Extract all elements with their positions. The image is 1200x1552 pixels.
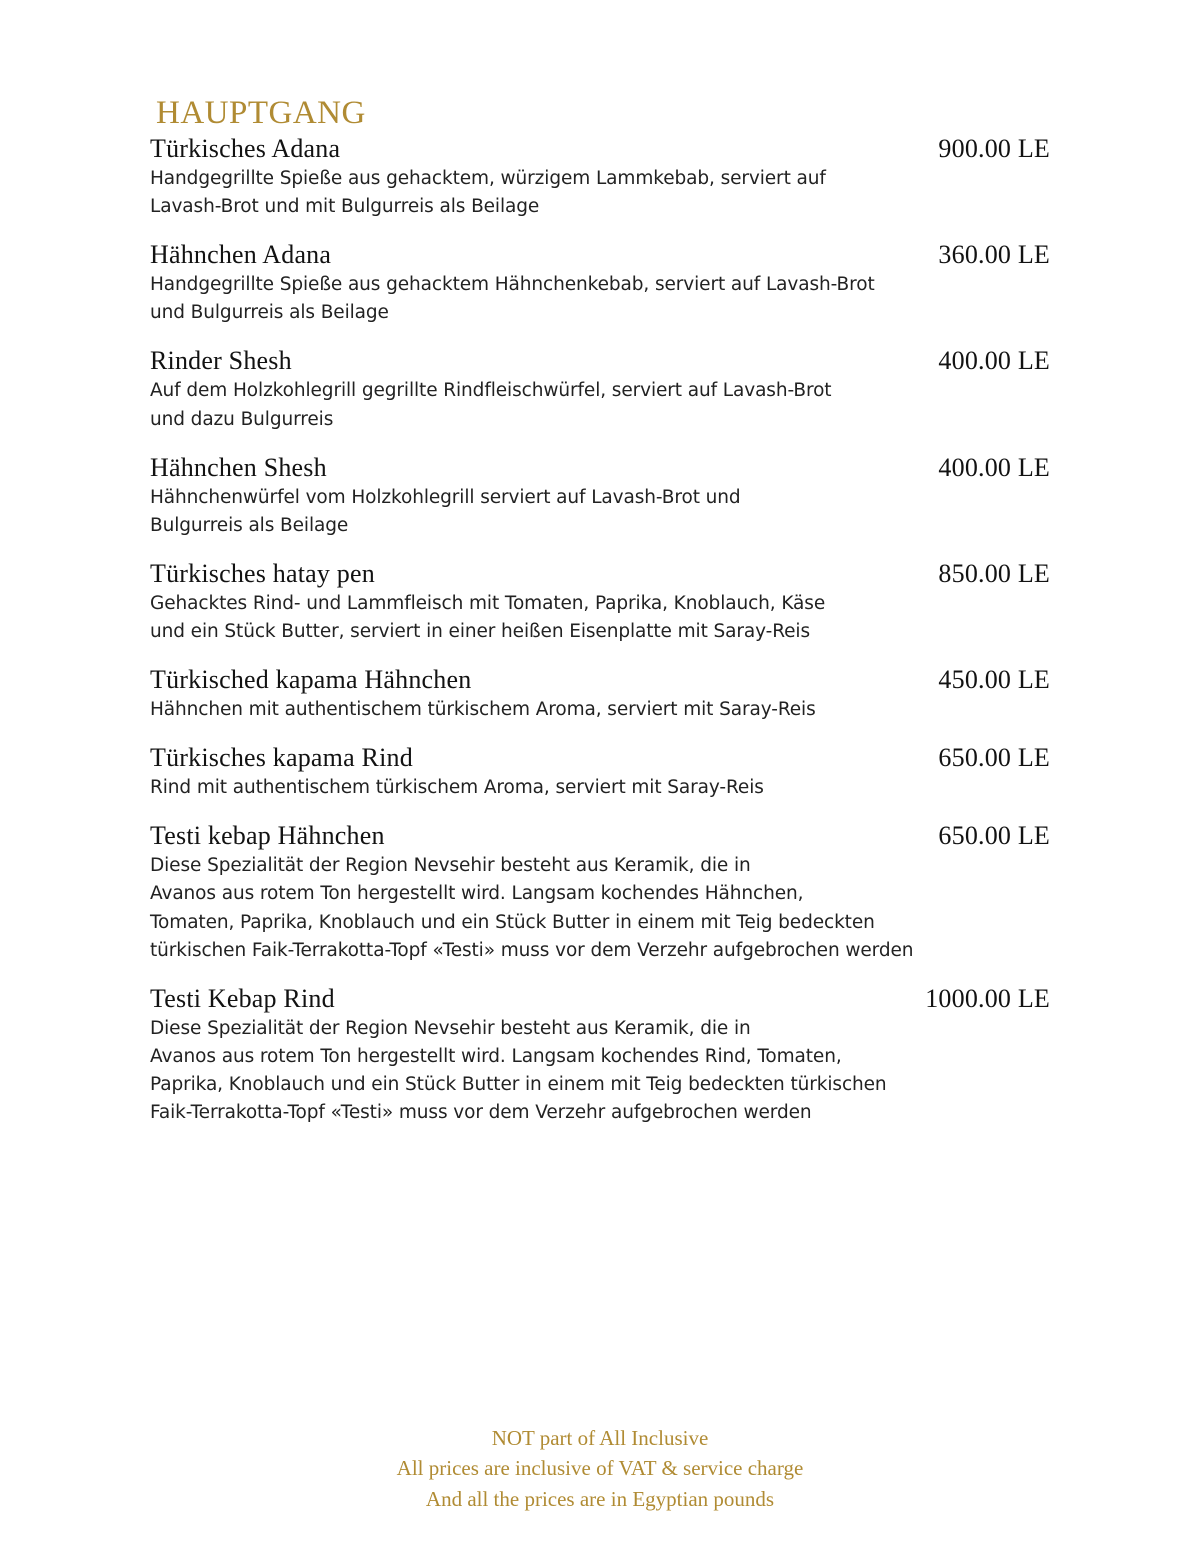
menu-item-description-line: Handgegrillte Spieße aus gehacktem, würzigem Lammkebab, serviert auf <box>150 168 826 189</box>
menu-item <box>150 743 1050 802</box>
footer-line-2: All prices are inclusive of VAT & service charge <box>396 1456 804 1481</box>
menu-item-description-line: Avanos aus rotem Ton hergestellt wird. Langsam kochendes Rind, Tomaten, <box>150 1045 842 1067</box>
menu-item-name: Türkisched kapama Hähnchen <box>150 665 472 695</box>
menu-item-price: 900.00 LE <box>938 134 1050 163</box>
page-title: HAUPTGANG <box>156 95 366 131</box>
menu-item-description-line: und ein Stück Butter, serviert in einer heißen Eisenplatte mit Saray-Reis <box>150 620 811 642</box>
menu-item-name: Hähnchen Adana <box>150 240 332 270</box>
menu-item-name: Türkisches hatay pen <box>150 558 375 588</box>
menu-item-name: Türkisches kapama Rind <box>150 743 413 773</box>
menu-item-description-line: Hähnchen mit authentischem türkischem Aroma, serviert mit Saray-Reis <box>150 699 816 721</box>
menu-item-name: Rinder Shesh <box>150 346 292 376</box>
menu-item-price: 650.00 LE <box>938 821 1050 851</box>
menu-item-description-line: Faik-Terrakotta-Topf «Testi» muss vor dem Verzehr aufgebrochen werden <box>150 1102 812 1124</box>
menu-item-description-line: Diese Spezialität der Region Nevsehir besteht aus Keramik, die in <box>150 1017 751 1039</box>
menu-item-description <box>150 852 1050 964</box>
menu-item-description <box>150 696 1050 724</box>
menu-item-list <box>150 134 1050 1127</box>
menu-item-description <box>150 774 1050 802</box>
menu-item-description-line: Avanos aus rotem Ton hergestellt wird. Langsam kochendes Hähnchen, <box>150 883 804 905</box>
menu-item-description-line: Diese Spezialität der Region Nevsehir besteht aus Keramik, die in <box>150 855 751 877</box>
menu-item-description <box>150 377 1050 433</box>
menu-item-description-line: Lavash-Brot und mit Bulgurreis als Beilage <box>150 196 540 218</box>
menu-item-description <box>150 271 1050 327</box>
menu-item <box>150 821 1050 964</box>
menu-item-description <box>150 165 1050 221</box>
menu-item-price: 450.00 LE <box>938 665 1050 695</box>
menu-item-header <box>150 743 1050 773</box>
menu-item <box>150 346 1050 433</box>
menu-item-description-line: Paprika, Knoblauch und ein Stück Butter in einem mit Teig bedeckten türkischen <box>150 1073 887 1095</box>
menu-item-header <box>150 453 1050 483</box>
menu-item-description <box>150 484 1050 540</box>
footer-line-1: NOT part of All Inclusive <box>491 1425 709 1450</box>
menu-item-description-line: Bulgurreis als Beilage <box>150 514 349 536</box>
menu-item-description-line: Handgegrillte Spieße aus gehacktem Hähnchenkebab, serviert auf Lavash-Brot <box>150 274 875 296</box>
menu-item-header <box>150 821 1050 851</box>
menu-item-name: Hähnchen Shesh <box>150 452 327 482</box>
menu-item-description-line: Auf dem Holzkohlegrill gegrillte Rindfleischwürfel, serviert auf Lavash-Brot <box>150 380 832 402</box>
menu-item-header <box>150 134 1050 164</box>
menu-item-price: 400.00 LE <box>938 452 1050 482</box>
menu-item-header <box>150 240 1050 270</box>
menu-item-price: 400.00 LE <box>938 346 1050 376</box>
menu-item-name: Testi Kebap Rind <box>150 983 335 1013</box>
menu-item-header <box>150 984 1050 1014</box>
menu-item-description-line: türkischen Faik-Terrakotta-Topf «Testi» muss vor dem Verzehr aufgebrochen werden <box>150 939 914 961</box>
footer-line-3: And all the prices are in Egyptian pounds <box>425 1486 775 1511</box>
menu-item-name: Türkisches Adana <box>150 134 341 163</box>
menu-item <box>150 453 1050 540</box>
menu-item <box>150 134 1050 221</box>
menu-item-description-line: Rind mit authentischem türkischem Aroma, serviert mit Saray-Reis <box>150 777 764 799</box>
menu-item <box>150 240 1050 327</box>
menu-item-header <box>150 665 1050 695</box>
menu-item-description <box>150 1015 1050 1127</box>
menu-item-header <box>150 346 1050 376</box>
menu-item <box>150 984 1050 1127</box>
menu-item-header <box>150 559 1050 589</box>
menu-item-price: 850.00 LE <box>938 558 1050 588</box>
footer-note <box>0 1423 1200 1514</box>
menu-item-price: 650.00 LE <box>938 743 1050 773</box>
menu-item-description-line: Hähnchenwürfel vom Holzkohlegrill serviert auf Lavash-Brot und <box>150 486 741 508</box>
menu-item-description-line: Tomaten, Paprika, Knoblauch und ein Stück Butter in einem mit Teig bedeckten <box>150 911 875 933</box>
menu-item <box>150 559 1050 646</box>
menu-item-price: 360.00 LE <box>938 240 1050 270</box>
menu-item-description-line: und dazu Bulgurreis <box>150 408 334 430</box>
menu-item-description-line: und Bulgurreis als Beilage <box>150 302 389 324</box>
menu-item-description <box>150 590 1050 646</box>
menu-item <box>150 665 1050 724</box>
menu-item-name: Testi kebap Hähnchen <box>150 821 385 851</box>
menu-item-description-line: Gehacktes Rind- und Lammfleisch mit Tomaten, Paprika, Knoblauch, Käse <box>150 592 826 614</box>
menu-item-price: 1000.00 LE <box>925 983 1050 1013</box>
